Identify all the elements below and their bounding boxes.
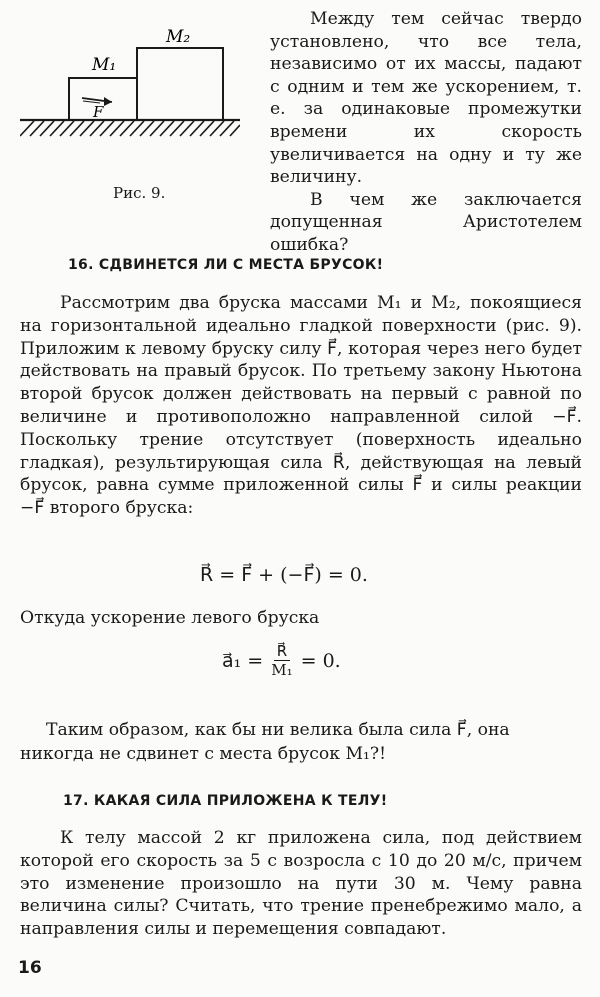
intro-paragraph-2: В чем же заключается допущенная Аристотелем ошибка? (270, 189, 582, 255)
figure-blocks (20, 20, 240, 150)
hatched-surface (20, 120, 240, 136)
section-17-body (20, 827, 582, 941)
page-number: 16 (18, 958, 42, 978)
section-16-body (20, 292, 582, 520)
fraction-numerator: R⃗ (274, 642, 290, 661)
label-m1: M₁ (92, 55, 117, 75)
formula-acceleration-rhs: = 0. (300, 649, 341, 672)
formula-acceleration (222, 642, 341, 679)
conclusion-line-2: никогда не сдвинет с места брусок M₁?! (20, 744, 387, 764)
conclusion-line-1: Таким образом, как бы ни велика была сила F⃗, она (46, 720, 510, 740)
acceleration-intro-text: Откуда ускорение левого бруска (20, 608, 320, 628)
formula-acceleration-fraction (271, 642, 292, 679)
section-16-paragraph: Рассмотрим два бруска массами M₁ и M₂, покоящиеся на горизонтальной идеально гладкой поверхности (рис. 9). Приложим к левому бруску силу F⃗, которая через него будет действовать на правый брусок. По третьему закону Ньютона второй брусок должен действовать на первый с равной по величине и противоположно направленной силой −F⃗. Поскольку трение отсутствует (поверхность идеально гладкая), результирующая сила R⃗, действующая на левый брусок, равна сумме приложенной силы F⃗ и силы реакции −F⃗ второго бруска: (20, 293, 582, 519)
block-m2 (137, 48, 223, 120)
section-17-heading: 17. КАКАЯ СИЛА ПРИЛОЖЕНА К ТЕЛУ! (63, 793, 388, 809)
formula-resultant-force: R⃗ = F⃗ + (−F⃗) = 0. (200, 564, 368, 586)
figure-caption: Рис. 9. (113, 184, 166, 202)
section-16-conclusion (20, 718, 582, 766)
section-17-paragraph: К телу массой 2 кг приложена сила, под действием которой его скорость за 5 с возросла с 10 до 20 м/с, причем это изменение произошло на пути 30 м. Чему равна величина силы? Считать, что трение пренебрежимо мало, а направления силы и перемещения совпадают. (20, 828, 582, 940)
label-f: F (93, 103, 104, 121)
label-m2: M₂ (166, 27, 191, 47)
intro-paragraph-1: Между тем сейчас твердо установлено, что все тела, независимо от их массы, падают с одним и тем же ускорением, т. е. за одинаковые промежутки времени их скорость увеличивается на одну и ту же величину. (270, 9, 582, 188)
intro-text (270, 8, 582, 257)
formula-acceleration-lhs: a⃗₁ = (222, 649, 264, 672)
fraction-denominator: M₁ (271, 661, 293, 679)
section-16-heading: 16. СДВИНЕТСЯ ЛИ С МЕСТА БРУСОК! (68, 257, 384, 273)
